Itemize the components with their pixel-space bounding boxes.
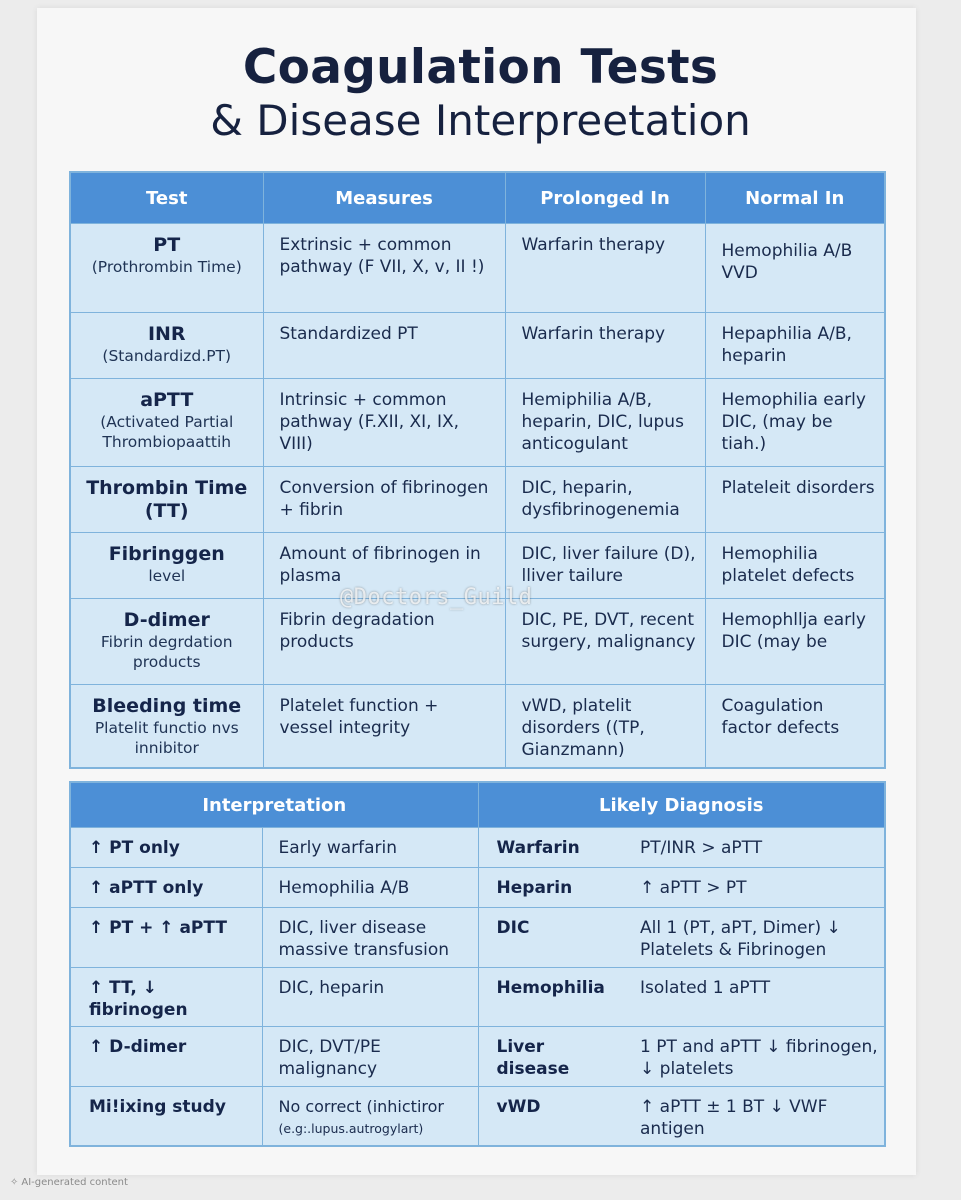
pattern-cell: ↑ PT + ↑ aPTT	[70, 908, 262, 968]
interpretation-table	[69, 781, 886, 1147]
prolonged-cell: Warfarin therapy	[505, 313, 705, 379]
table-row	[70, 908, 885, 968]
test-cell	[70, 533, 263, 599]
measures-cell: Conversion of fibrinogen + fibrin	[263, 467, 505, 533]
finding-cell: ↑ aPTT ± 1 BT ↓ VWF antigen	[624, 1087, 885, 1147]
watermark: @Doctors_Guild	[340, 585, 533, 610]
table-row	[70, 599, 885, 685]
sparkle-icon: ✧	[10, 1177, 19, 1188]
pattern-cell: ↑ D-dimer	[70, 1027, 262, 1087]
table-row	[70, 968, 885, 1027]
table-row	[70, 1087, 885, 1147]
finding-cell: ↑ aPTT > PT	[624, 868, 885, 908]
test-cell	[70, 379, 263, 467]
column-header-diagnosis: Likely Diagnosis	[478, 782, 885, 828]
measures-cell: Standardized PT	[263, 313, 505, 379]
table-row	[70, 467, 885, 533]
normal-cell: Hemophilia platelet defects	[705, 533, 885, 599]
table-row	[70, 379, 885, 467]
meaning-note: (e.g:.lupus.autrogylart)	[278, 1121, 424, 1136]
table-row	[70, 868, 885, 908]
column-header-normal: Normal In	[705, 172, 885, 224]
test-subtitle: (Standardizd.PT)	[102, 347, 232, 365]
diagnosis-cell: DIC	[478, 908, 624, 968]
tests-table-header	[70, 172, 885, 224]
test-cell	[70, 224, 263, 313]
measures-cell: Amount of fibrinogen in plasma	[263, 533, 505, 599]
meaning-cell: DIC, DVT/PE malignancy	[262, 1027, 478, 1087]
test-name: INR	[147, 323, 186, 345]
table-row	[70, 224, 885, 313]
normal-cell: Hemophllja early DIC (may be	[705, 599, 885, 685]
test-cell	[70, 313, 263, 379]
test-name: aPTT	[140, 389, 194, 411]
meaning-cell: DIC, heparin	[262, 968, 478, 1027]
test-cell	[70, 467, 263, 533]
normal-cell: Coagulation factor defects	[705, 685, 885, 769]
measures-cell: Platelet function + vessel integrity	[263, 685, 505, 769]
meaning-cell: Early warfarin	[262, 828, 478, 868]
normal-cell: Hemophilia A/B VVD	[705, 224, 885, 313]
table-row	[70, 828, 885, 868]
test-subtitle: level	[148, 567, 186, 585]
finding-cell: 1 PT and aPTT ↓ fibrinogen, ↓ platelets	[624, 1027, 885, 1087]
meaning-text: No correct (inhictiror	[278, 1097, 444, 1116]
column-header-prolonged: Prolonged In	[505, 172, 705, 224]
normal-cell: Plateleit disorders	[705, 467, 885, 533]
finding-cell: Isolated 1 aPTT	[624, 968, 885, 1027]
tests-table	[69, 171, 886, 769]
table-row	[70, 685, 885, 769]
diagnosis-cell: Hemophilia	[478, 968, 624, 1027]
footer-text: AI-generated content	[21, 1177, 128, 1188]
table-row	[70, 313, 885, 379]
normal-cell: Hemophilia early DIC, (may be tiah.)	[705, 379, 885, 467]
footer	[10, 1177, 128, 1188]
meaning-cell: DIC, liver disease massive transfusion	[262, 908, 478, 968]
interpretation-table-header	[70, 782, 885, 828]
diagnosis-cell: Heparin	[478, 868, 624, 908]
pattern-cell: ↑ PT only	[70, 828, 262, 868]
test-subtitle: Fibrin degrdation products	[100, 633, 233, 671]
test-subtitle: (Activated Partial Thrombiopaattih	[100, 413, 234, 451]
measures-cell: Extrinsic + common pathway (F VII, X, v, II !)	[263, 224, 505, 313]
pattern-cell: ↑ aPTT only	[70, 868, 262, 908]
test-name: Fibringgen	[108, 543, 225, 565]
table-row	[70, 1027, 885, 1087]
test-subtitle: (Prothrombin Time)	[91, 258, 242, 276]
page-subtitle: & Disease Interpreetation	[210, 96, 751, 145]
column-header-test: Test	[70, 172, 263, 224]
diagnosis-cell: vWD	[478, 1087, 624, 1147]
test-name: Bleeding time	[92, 695, 242, 717]
prolonged-cell: DIC, PE, DVT, recent surgery, malignancy	[505, 599, 705, 685]
test-name: D-dimer	[123, 609, 210, 631]
test-name: Thrombin Time (TT)	[86, 477, 248, 522]
column-header-interpretation: Interpretation	[70, 782, 478, 828]
pattern-cell: ↑ TT, ↓ fibrinogen	[70, 968, 262, 1027]
prolonged-cell: Warfarin therapy	[505, 224, 705, 313]
test-subtitle: Platelit functio nvs innibitor	[94, 719, 239, 757]
pattern-cell: Mi!ixing study	[70, 1087, 262, 1147]
diagnosis-cell: Liver disease	[478, 1027, 624, 1087]
finding-cell: PT/INR > aPTT	[624, 828, 885, 868]
meaning-cell	[262, 1087, 478, 1147]
test-cell	[70, 599, 263, 685]
prolonged-cell: vWD, platelit disorders ((TP, Gianzmann)	[505, 685, 705, 769]
test-name: PT	[153, 234, 181, 256]
test-cell	[70, 685, 263, 769]
measures-cell: Fibrin degradation products	[263, 599, 505, 685]
meaning-cell: Hemophilia A/B	[262, 868, 478, 908]
diagnosis-cell: Warfarin	[478, 828, 624, 868]
prolonged-cell: Hemiphilia A/B, heparin, DIC, lupus anticogulant	[505, 379, 705, 467]
prolonged-cell: DIC, liver failure (D), lliver tailure	[505, 533, 705, 599]
page-title: Coagulation Tests	[242, 40, 719, 95]
measures-cell: Intrinsic + common pathway (F.XII, XI, IX, VIII)	[263, 379, 505, 467]
finding-cell: All 1 (PT, aPT, Dimer) ↓ Platelets & Fibrinogen	[624, 908, 885, 968]
prolonged-cell: DIC, heparin, dysfibrinogenemia	[505, 467, 705, 533]
normal-cell: Hepaphilia A/B, heparin	[705, 313, 885, 379]
column-header-measures: Measures	[263, 172, 505, 224]
